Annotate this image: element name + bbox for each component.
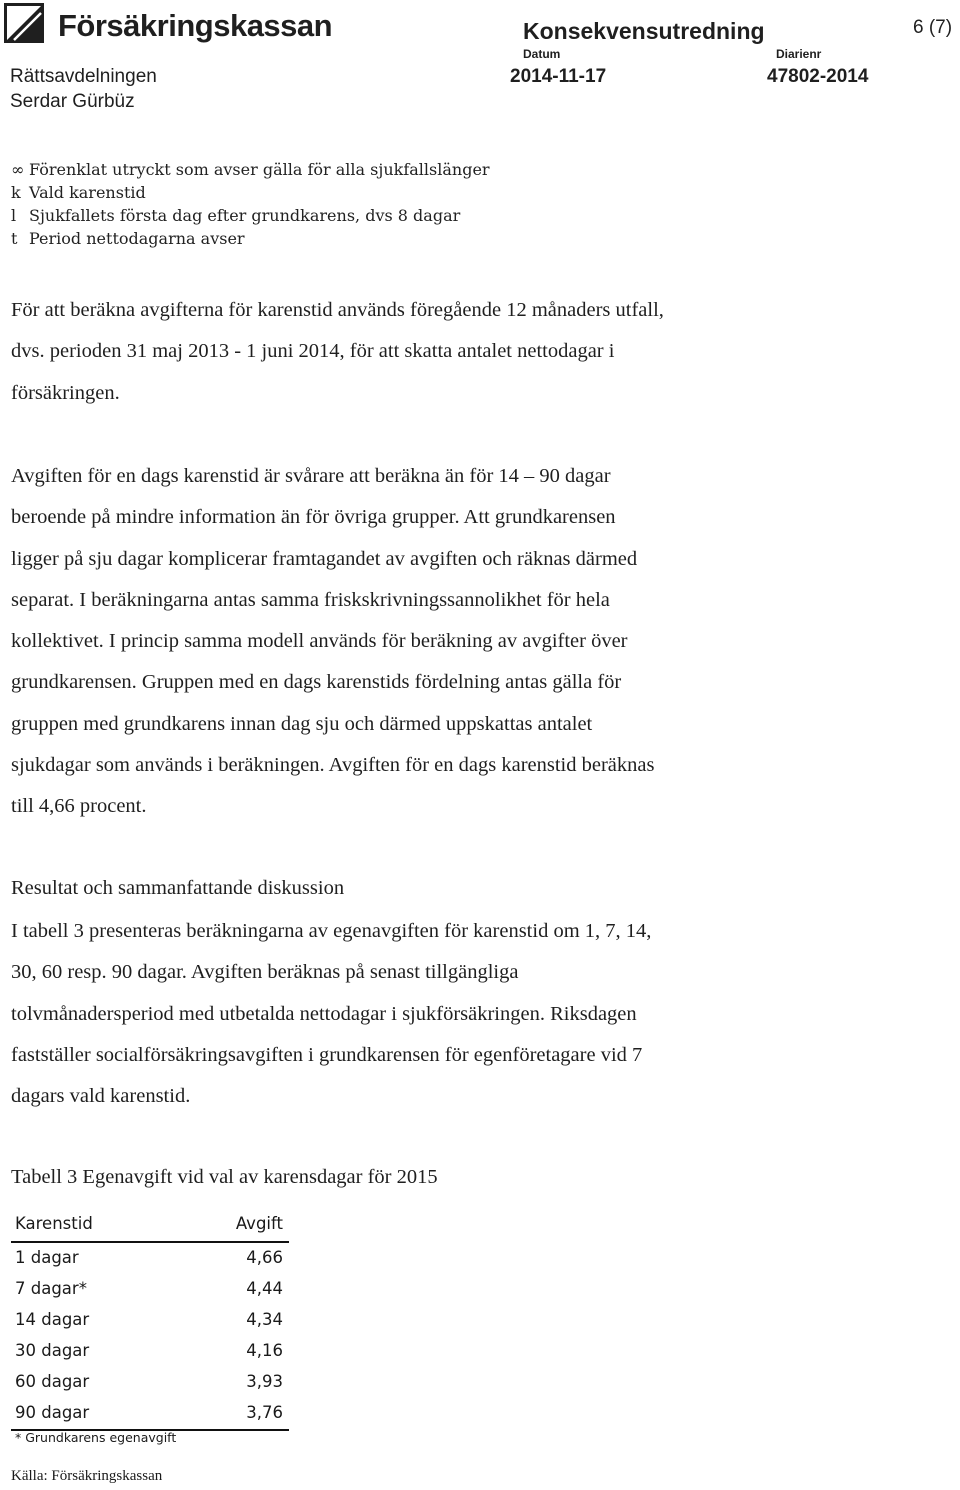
paragraph-line: sjukdagar som används i beräkningen. Avgiften för en dags karenstid beräknas bbox=[11, 754, 655, 777]
paragraph-fee-calculation bbox=[11, 290, 664, 414]
registration-label: Diarienr bbox=[776, 47, 822, 61]
paragraph-line: 30, 60 resp. 90 dagar. Avgiften beräknas på senast tillgängliga bbox=[11, 961, 519, 984]
logo-text: Försäkringskassan bbox=[58, 8, 333, 43]
definition-symbol: ∞ bbox=[11, 160, 25, 179]
paragraph-one-day-waiting bbox=[11, 456, 654, 828]
table-footnote: * Grundkarens egenavgift bbox=[15, 1430, 177, 1445]
paragraph-line: ligger på sju dagar komplicerar framtagandet av avgiften och räknas därmed bbox=[11, 547, 638, 570]
table-row bbox=[11, 1274, 289, 1305]
cell-fee: 4,16 bbox=[246, 1341, 283, 1360]
definition-text: Förenklat utryckt som avser gälla för alla sjukfallslänger bbox=[29, 160, 490, 179]
paragraph-line: Avgiften för en dags karenstid är svårare att beräkna än för 14 – 90 dagar bbox=[11, 465, 611, 487]
cell-waiting-period: 14 dagar bbox=[15, 1310, 90, 1329]
department: Rättsavdelningen bbox=[10, 66, 157, 87]
date-value: 2014-11-17 bbox=[510, 66, 607, 87]
cell-waiting-period: 7 dagar* bbox=[15, 1279, 87, 1298]
date-label: Datum bbox=[523, 47, 561, 61]
table-header-row bbox=[11, 1209, 289, 1243]
paragraph-line: fastställer socialförsäkringsavgiften i grundkarensen för egenföretagare vid 7 bbox=[11, 1043, 643, 1066]
table-row bbox=[11, 1398, 289, 1431]
cell-fee: 4,44 bbox=[246, 1279, 283, 1298]
paragraph-line: kollektivet. I princip samma modell används för beräkning av avgifter över bbox=[11, 630, 628, 653]
table-source: Källa: Försäkringskassan bbox=[11, 1468, 163, 1484]
table-row bbox=[11, 1367, 289, 1398]
document-type: Konsekvensutredning bbox=[523, 18, 765, 44]
table-row bbox=[11, 1336, 289, 1367]
definition-symbol: k bbox=[11, 183, 21, 202]
paragraph-line: beroende på mindre information än för övriga grupper. Att grundkarensen bbox=[11, 506, 616, 529]
paragraph-line: dagars vald karenstid. bbox=[11, 1085, 191, 1108]
definition-symbol: l bbox=[11, 206, 17, 225]
column-header-fee: Avgift bbox=[235, 1214, 283, 1233]
table-row bbox=[11, 1243, 289, 1274]
paragraph-line: I tabell 3 presenteras beräkningarna av egenavgiften för karenstid om 1, 7, 14, bbox=[11, 920, 652, 942]
cell-waiting-period: 1 dagar bbox=[15, 1248, 79, 1267]
paragraph-line: till 4,66 procent. bbox=[11, 795, 147, 818]
table-caption: Tabell 3 Egenavgift vid val av karensdagar för 2015 bbox=[11, 1166, 438, 1188]
paragraph-line: dvs. perioden 31 maj 2013 - 1 juni 2014, för att skatta antalet nettodagar i bbox=[11, 340, 615, 363]
paragraph-line: gruppen med grundkarens innan dag sju och därmed uppskattas antalet bbox=[11, 712, 593, 735]
definition-text: Vald karenstid bbox=[29, 183, 146, 202]
cell-waiting-period: 30 dagar bbox=[15, 1341, 90, 1360]
page-number: 6 (7) bbox=[913, 17, 953, 38]
cell-fee: 4,66 bbox=[246, 1248, 283, 1267]
definition-text: Sjukfallets första dag efter grundkarens, dvs 8 dagar bbox=[29, 206, 461, 225]
paragraph-results bbox=[11, 911, 651, 1117]
table-row bbox=[11, 1305, 289, 1336]
cell-waiting-period: 90 dagar bbox=[15, 1403, 90, 1422]
cell-waiting-period: 60 dagar bbox=[15, 1372, 90, 1391]
paragraph-line: För att beräkna avgifterna för karenstid används föregående 12 månaders utfall, bbox=[11, 299, 664, 321]
definition-symbol: t bbox=[11, 229, 18, 248]
paragraph-line: separat. I beräkningarna antas samma friskskrivningssannolikhet för hela bbox=[11, 588, 610, 611]
paragraph-line: försäkringen. bbox=[11, 381, 120, 404]
cell-fee: 4,34 bbox=[246, 1310, 283, 1329]
author: Serdar Gürbüz bbox=[10, 91, 135, 112]
column-header-waiting-period: Karenstid bbox=[15, 1214, 93, 1233]
logo-icon bbox=[4, 3, 44, 43]
section-heading: Resultat och sammanfattande diskussion bbox=[11, 877, 345, 899]
paragraph-line: grundkarensen. Gruppen med en dags karenstids fördelning antas gälla för bbox=[11, 671, 622, 694]
cell-fee: 3,93 bbox=[246, 1372, 283, 1391]
paragraph-line: tolvmånadersperiod med utbetalda nettodagar i sjukförsäkringen. Riksdagen bbox=[11, 1002, 637, 1025]
definition-text: Period nettodagarna avser bbox=[29, 229, 245, 248]
registration-number: 47802-2014 bbox=[767, 66, 869, 87]
fee-table bbox=[11, 1209, 289, 1431]
cell-fee: 3,76 bbox=[246, 1403, 283, 1422]
